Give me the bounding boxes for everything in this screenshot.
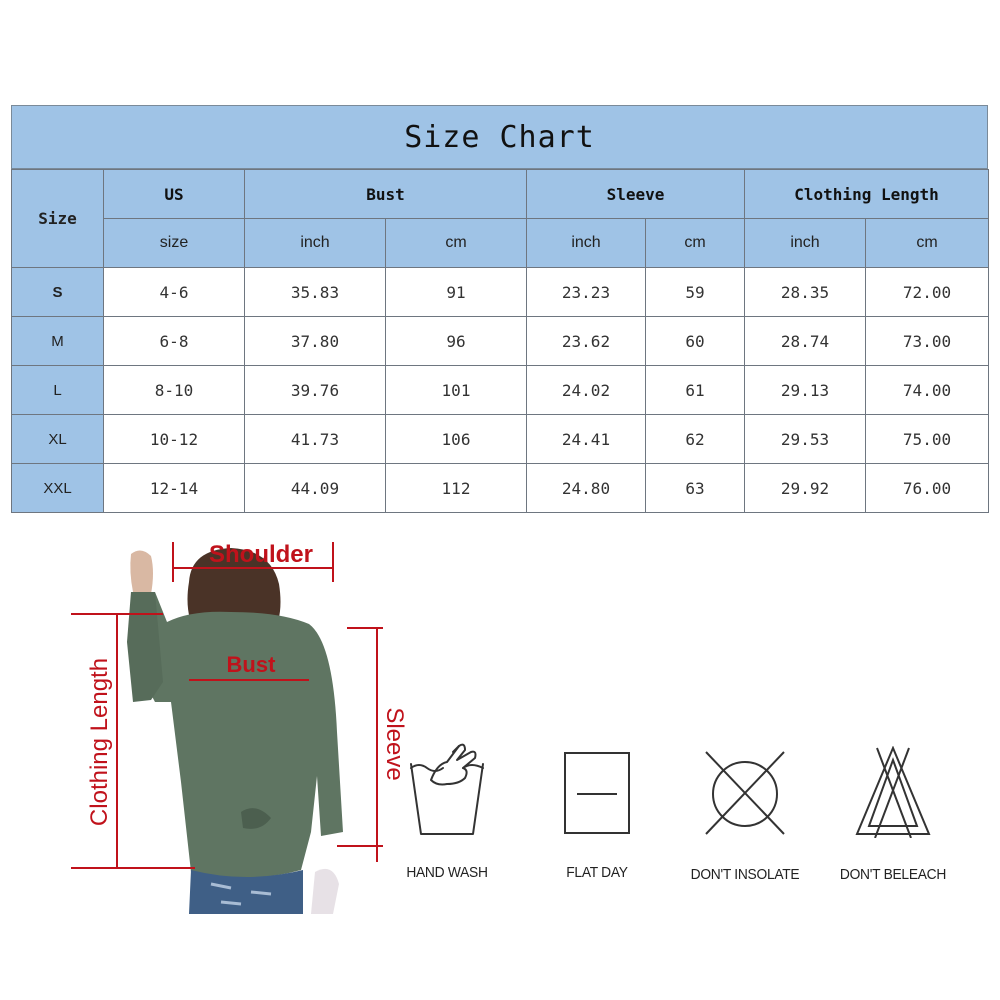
bust-inch-cell: 39.76 [245, 366, 386, 415]
size-chart [11, 105, 988, 513]
length-cm-cell: 76.00 [866, 464, 989, 513]
chart-title: Size Chart [11, 105, 988, 169]
sleeve-inch-cell: 23.62 [527, 317, 646, 366]
bust-inch-cell: 37.80 [245, 317, 386, 366]
unit-header: size [104, 219, 245, 268]
us-size-cell: 12-14 [104, 464, 245, 513]
unit-header: cm [866, 219, 989, 268]
bust-inch-cell: 35.83 [245, 268, 386, 317]
bust-inch-cell: 41.73 [245, 415, 386, 464]
unit-header: inch [245, 219, 386, 268]
length-inch-cell: 29.53 [745, 415, 866, 464]
care-item-dont-insolate [675, 748, 815, 883]
no-tumble-icon [702, 748, 788, 838]
arm-raised [130, 550, 153, 594]
bust-cm-cell: 101 [386, 366, 527, 415]
group-bust: Bust [245, 170, 527, 219]
sleeve-cm-cell: 61 [646, 366, 745, 415]
group-length: Clothing Length [745, 170, 989, 219]
size-label: L [12, 366, 104, 415]
care-item-hand-wash [377, 740, 517, 881]
table-row [12, 415, 989, 464]
size-label: M [12, 317, 104, 366]
sleeve-cm-cell: 60 [646, 317, 745, 366]
table-row [12, 268, 989, 317]
bust-cm-cell: 91 [386, 268, 527, 317]
table-row [12, 317, 989, 366]
length-cm-cell: 73.00 [866, 317, 989, 366]
length-cm-cell: 72.00 [866, 268, 989, 317]
sleeve-inch-cell: 24.80 [527, 464, 646, 513]
held-item [311, 869, 339, 914]
product-info-section [11, 518, 988, 914]
no-bleach-icon [855, 746, 931, 838]
hand-wash-icon [407, 740, 487, 836]
length-cm-cell: 75.00 [866, 415, 989, 464]
size-label: S [12, 268, 104, 317]
care-item-dont-bleach [823, 746, 963, 883]
size-label: XXL [12, 464, 104, 513]
sleeve-cm-cell: 63 [646, 464, 745, 513]
length-cm-cell: 74.00 [866, 366, 989, 415]
unit-header: inch [527, 219, 646, 268]
care-label: HAND WASH [406, 864, 488, 881]
care-label: DON'T BELEACH [839, 866, 947, 883]
flat-dry-icon [561, 750, 633, 836]
sleeve-cm-cell: 62 [646, 415, 745, 464]
size-table [11, 169, 989, 513]
bust-cm-cell: 96 [386, 317, 527, 366]
table-row [12, 366, 989, 415]
us-size-cell: 8-10 [104, 366, 245, 415]
sleeve-inch-cell: 23.23 [527, 268, 646, 317]
shoulder-label: Shoulder [208, 541, 314, 568]
care-label: DON'T INSOLATE [690, 866, 800, 883]
unit-header: cm [386, 219, 527, 268]
bust-cm-cell: 106 [386, 415, 527, 464]
table-row [12, 464, 989, 513]
bust-inch-cell: 44.09 [245, 464, 386, 513]
sleeve-inch-cell: 24.41 [527, 415, 646, 464]
sleeve-inch-cell: 24.02 [527, 366, 646, 415]
group-us: US [104, 170, 245, 219]
length-inch-cell: 29.92 [745, 464, 866, 513]
us-size-cell: 6-8 [104, 317, 245, 366]
sleeve-label: Sleeve [381, 707, 408, 781]
us-size-cell: 4-6 [104, 268, 245, 317]
care-item-flat-dry [527, 750, 667, 881]
us-size-cell: 10-12 [104, 415, 245, 464]
length-inch-cell: 28.35 [745, 268, 866, 317]
clothing-length-label: Clothing Length [86, 657, 113, 827]
length-inch-cell: 29.13 [745, 366, 866, 415]
shirt-body [139, 592, 343, 878]
unit-header: inch [745, 219, 866, 268]
measurement-illustration [71, 532, 411, 914]
group-sleeve: Sleeve [527, 170, 745, 219]
size-label: XL [12, 415, 104, 464]
length-inch-cell: 28.74 [745, 317, 866, 366]
bust-label: Bust [226, 652, 276, 677]
sleeve-cm-cell: 59 [646, 268, 745, 317]
size-header: Size [12, 170, 104, 268]
care-label: FLAT DAY [566, 864, 628, 881]
bust-cm-cell: 112 [386, 464, 527, 513]
unit-header: cm [646, 219, 745, 268]
